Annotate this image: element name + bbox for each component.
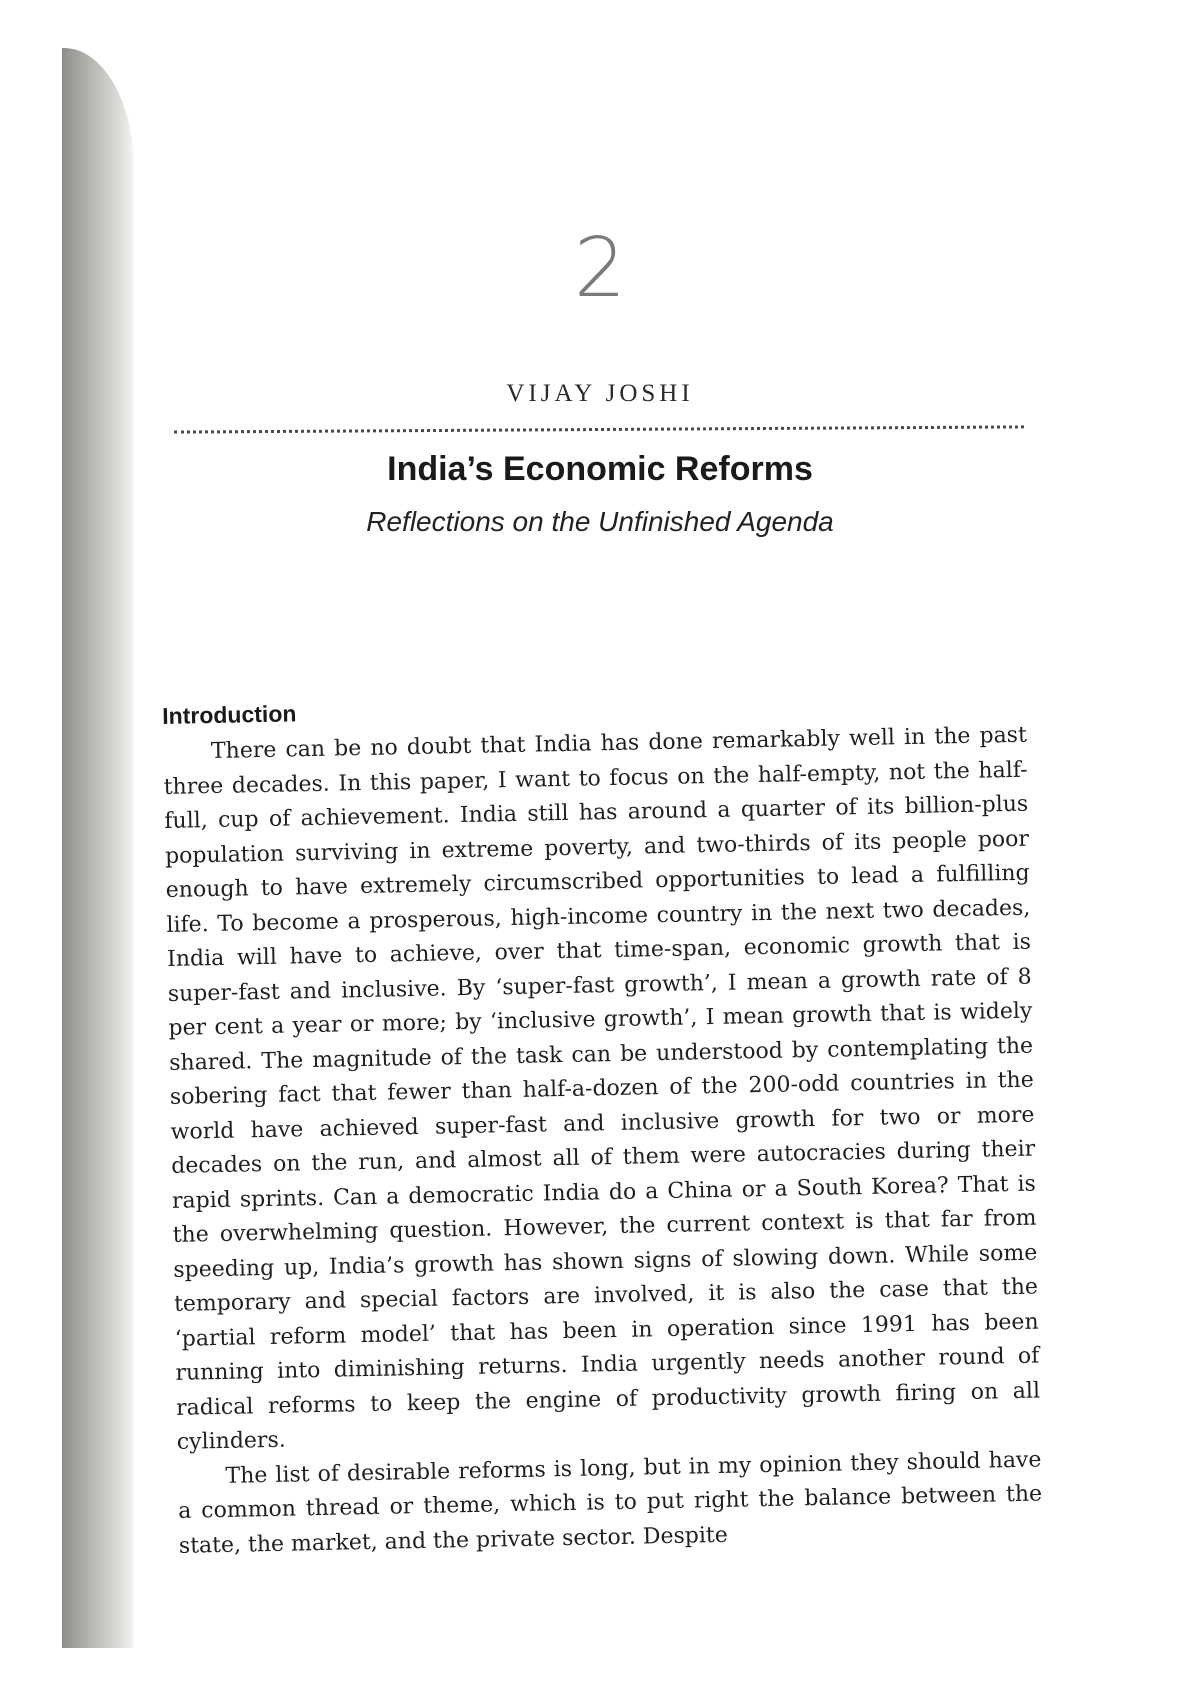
- section-heading: Introduction: [162, 700, 297, 729]
- book-page: [160, 0, 1043, 1698]
- body-paragraph-1: There can be no doubt that India has done remarkably well in the past three decades. In this paper, I want to focus on the half-empty, not the half-full, cup of achievement. India still has around a quarter of its billion-plus population surviving in extreme poverty, and two-thirds of its people poor enough to have extremely circumscribed opportunities to lead a fulfilling life. To become a prosperous, high-income country in the next two decades, India will have to achieve, over that time-span, economic growth that is super-fast and inclusive. By ‘super-fast growth’, I mean a growth rate of 8 per cent a year or more; by ‘inclusive growth’, I mean growth that is widely shared. The magnitude of the task can be understood by contemplating the sobering fact that fewer than half-a-dozen of the 200-odd countries in the world have achieved super-fast and inclusive growth for two or more decades on the run, and almost all of them were autocracies during their rapid sprints. Can a democratic India do a China or a South Korea? That is the overwhelming question. However, the current context is that far from speeding up, India’s growth has shown signs of slowing down. While some temporary and special factors are involved, it is also the case that the ‘partial reform model’ that has been in operation since 1991 has been running into diminishing returns. India urgently needs another round of radical reforms to keep the engine of productivity growth firing on all cylinders.: [163, 722, 1041, 1455]
- chapter-title: India’s Economic Reforms: [387, 450, 813, 488]
- dotted-divider: [174, 425, 1024, 433]
- chapter-body: [162, 686, 1043, 1564]
- chapter-subtitle: Reflections on the Unfinished Agenda: [366, 506, 834, 537]
- body-paragraph-2: The list of desirable reforms is long, but in my opinion they should have a common thread or theme, which is to put right the balance between the state, the market, and the private sector. Despite: [177, 1447, 1043, 1559]
- chapter-number: 2: [573, 221, 627, 316]
- book-binding-shadow: [62, 48, 134, 1648]
- chapter-author: VIJAY JOSHI: [506, 380, 694, 407]
